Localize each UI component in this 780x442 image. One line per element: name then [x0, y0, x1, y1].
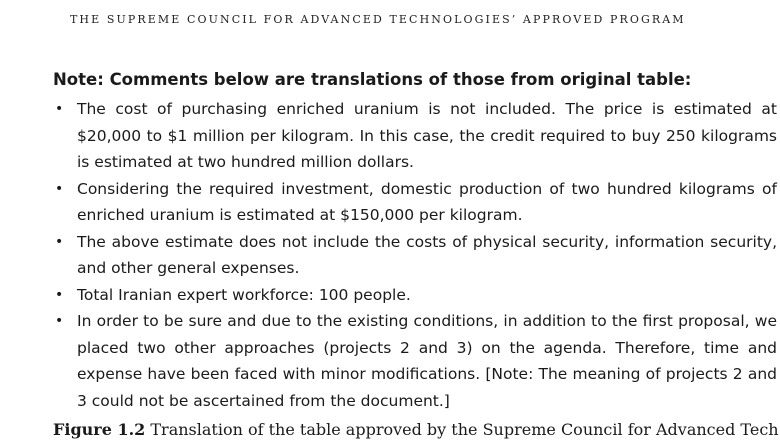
list-item-text: The cost of purchasing enriched uranium is not included. The price is estimated at $20,000 to $1 million per kilogram. In this case, the credit required to buy 250 kilograms is estimated at two hundred million dollars. — [77, 100, 777, 171]
bullet-icon: • — [55, 313, 64, 329]
notes-list — [53, 96, 777, 414]
bullet-icon: • — [55, 286, 64, 303]
list-item — [53, 229, 777, 282]
list-item-text: Considering the required investment, domestic production of two hundred kilograms of enriched uranium is estimated at $150,000 per kilogram. — [77, 179, 777, 224]
notes-heading: Note: Comments below are translations of those from original table: — [53, 70, 692, 89]
figure-caption — [53, 418, 780, 442]
figure-caption-text: Translation of the table approved by the Supreme Council for Advanced Tech — [150, 420, 779, 439]
list-item — [53, 96, 777, 176]
list-item-text: In order to be sure and due to the existing conditions, in addition to the first proposal, we placed two other approaches (projects 2 and 3) on the agenda. Therefore, time and expense have been faced with minor modifications. [Note: The meaning of projects 2 and 3 could not be ascertained from the document.] — [77, 312, 777, 410]
bullet-icon: • — [55, 180, 64, 197]
list-item-text: The above estimate does not include the costs of physical security, information security, and other general expenses. — [77, 232, 777, 277]
running-head: the supreme council for advanced technologies’ approved program — [70, 9, 686, 27]
bullet-icon: • — [55, 233, 64, 250]
bullet-icon: • — [55, 101, 64, 117]
list-item — [53, 176, 777, 229]
list-item — [53, 282, 777, 309]
list-item — [53, 308, 777, 414]
figure-label: Figure 1.2 — [53, 420, 146, 439]
list-item-text: Total Iranian expert workforce: 100 people. — [77, 285, 411, 304]
notes-section — [53, 67, 777, 414]
